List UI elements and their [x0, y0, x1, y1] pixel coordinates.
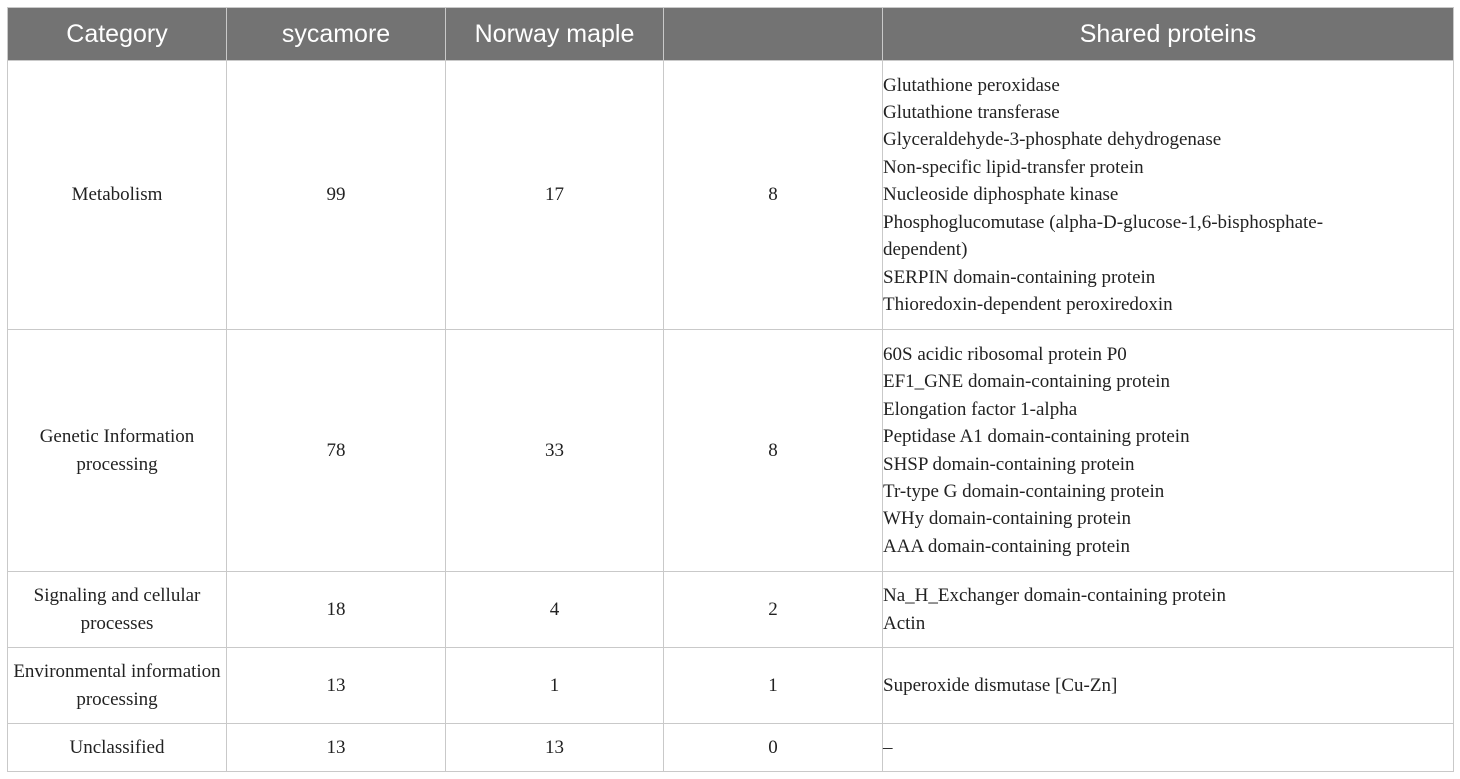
protein-item: Tr-type G domain-containing protein [883, 480, 1165, 502]
sycamore-cell: 99 [227, 61, 446, 330]
protein-item: Superoxide dismutase [Cu-Zn] [883, 674, 1118, 696]
header-category: Category [8, 8, 227, 61]
category-cell: Metabolism [8, 61, 227, 330]
category-cell: Genetic Information processing [8, 330, 227, 572]
shared-proteins-cell [883, 330, 1454, 572]
category-cell: Signaling and cellular processes [8, 572, 227, 648]
shared-count-cell: 0 [664, 724, 883, 772]
sycamore-cell: 13 [227, 724, 446, 772]
shared-proteins-cell [883, 61, 1454, 330]
category-cell: Unclassified [8, 724, 227, 772]
shared-proteins-cell [883, 572, 1454, 648]
protein-item: Thioredoxin-dependent peroxiredoxin [883, 293, 1173, 315]
protein-item: Glutathione peroxidase [883, 74, 1060, 96]
protein-item: Nucleoside diphosphate kinase [883, 184, 1119, 206]
protein-item: Elongation factor 1-alpha [883, 398, 1078, 420]
category-cell: Environmental information processing [8, 648, 227, 724]
table-row [8, 572, 1454, 648]
norway-maple-cell: 33 [446, 330, 664, 572]
protein-item: WHy domain-containing protein [883, 508, 1131, 530]
shared-count-cell: 2 [664, 572, 883, 648]
protein-item: SHSP domain-containing protein [883, 453, 1135, 475]
protein-category-table [7, 7, 1454, 772]
table-row [8, 61, 1454, 330]
protein-item: Na_H_Exchanger domain-containing protein [883, 585, 1226, 607]
header-shared-proteins: Shared proteins [883, 8, 1454, 61]
table-row [8, 724, 1454, 772]
norway-maple-cell: 17 [446, 61, 664, 330]
protein-item: SERPIN domain-containing protein [883, 266, 1156, 288]
protein-item: Peptidase A1 domain-containing protein [883, 426, 1190, 448]
norway-maple-cell: 4 [446, 572, 664, 648]
table-row [8, 648, 1454, 724]
shared-proteins-cell [883, 648, 1454, 724]
sycamore-cell: 78 [227, 330, 446, 572]
protein-item: – [883, 736, 893, 758]
norway-maple-cell: 1 [446, 648, 664, 724]
shared-proteins-cell [883, 724, 1454, 772]
table-row [8, 330, 1454, 572]
protein-item: EF1_GNE domain-containing protein [883, 371, 1171, 393]
sycamore-cell: 13 [227, 648, 446, 724]
header-norway-maple: Norway maple [446, 8, 664, 61]
protein-item: Actin [883, 612, 926, 634]
protein-item: Non-specific lipid-transfer protein [883, 156, 1144, 178]
protein-item: Glutathione transferase [883, 102, 1060, 124]
shared-count-cell: 8 [664, 61, 883, 330]
sycamore-cell: 18 [227, 572, 446, 648]
protein-item: Phosphoglucomutase (alpha-D-glucose-1,6-bisphosphate-dependent) [883, 211, 1324, 261]
shared-count-cell: 1 [664, 648, 883, 724]
header-shared-count [664, 8, 883, 61]
header-row [8, 8, 1454, 61]
norway-maple-cell: 13 [446, 724, 664, 772]
header-sycamore: sycamore [227, 8, 446, 61]
protein-item: Glyceraldehyde-3-phosphate dehydrogenase [883, 129, 1222, 151]
shared-count-cell: 8 [664, 330, 883, 572]
protein-item: 60S acidic ribosomal protein P0 [883, 343, 1127, 365]
protein-item: AAA domain-containing protein [883, 535, 1130, 557]
